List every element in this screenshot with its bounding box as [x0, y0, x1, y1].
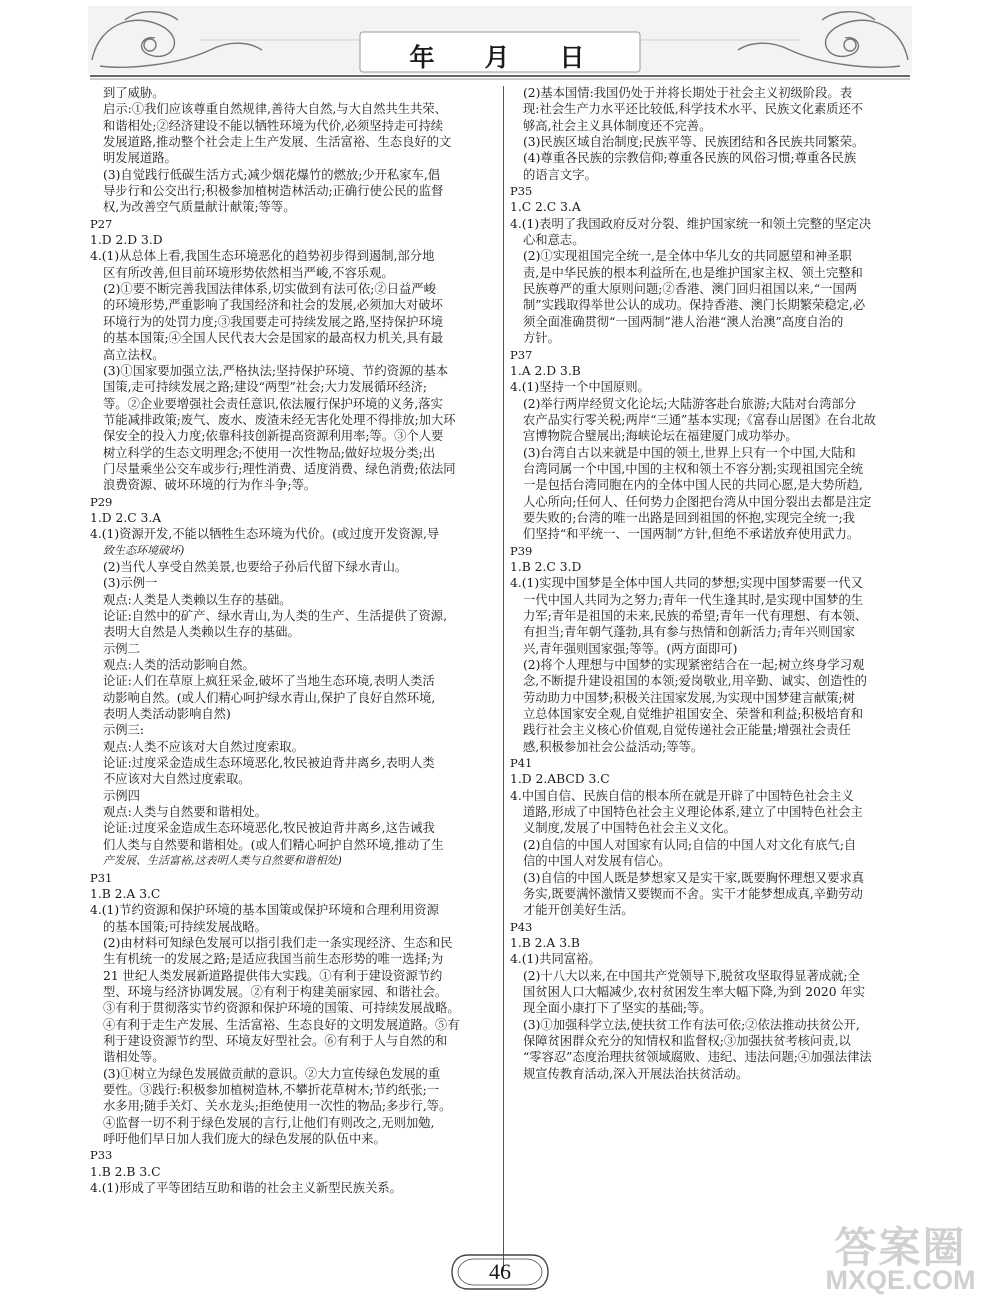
answer-line: 1.B 2.A 3.B: [510, 935, 580, 950]
answer-line: (3)台湾自古以来就是中国的领土,世界上只有一个中国,大陆和: [523, 445, 856, 460]
answer-line: 国贫困人口大幅减少,农村贫困发生率大幅下降,为到 2020 年实: [523, 984, 866, 999]
answer-line: ④有利于走生产发展、生活富裕、生态良好的文明发展道路。⑤有: [103, 1017, 460, 1032]
answer-line: 环境行为的处罚力度;③我国要走可持续发展之路,坚持保护环境: [103, 314, 444, 329]
section-page-ref: P37: [510, 347, 533, 362]
answer-line: 现:社会生产力水平还比较低,科学技术水平、民族文化素质还不: [523, 102, 864, 117]
answer-line: 示例二: [103, 641, 140, 656]
page-footer: [448, 1252, 552, 1292]
answer-line: 1.D 2.ABCD 3.C: [510, 772, 610, 787]
answer-line: 有担当;青年朝气蓬勃,具有参与热情和创新活力;青年兴则国家: [523, 625, 855, 640]
answer-line: 们人类与自然要和谐相处。(或人们精心呵护自然环境,推动了生: [103, 837, 444, 852]
answer-line: 要性。③践行:积极参加植树造林,不攀折花草树木;节约纸张;一: [103, 1082, 440, 1097]
answer-line: 劳动助力中国梦;积极关注国家发展,为实现中国梦建言献策;树: [523, 690, 855, 705]
answer-line: 和谐相处;②经济建设不能以牺牲环境为代价,必须坚持走可持续: [103, 118, 444, 133]
answer-line: 农产品实行零关税;两岸“三通”基本实现;《富春山居图》在台北故: [523, 412, 876, 427]
section-page-ref: P43: [510, 919, 533, 934]
answer-line: 启示:①我们应该尊重自然规律,善待大自然,与大自然共生共荣、: [103, 102, 447, 117]
answer-line: 论证:过度采金造成生态环境恶化,牧民被迫背井离乡,这告诫我: [103, 821, 435, 836]
answer-line: 4.(1)实现中国梦是全体中国人共同的梦想;实现中国梦需要一代又: [510, 576, 864, 591]
answer-line: 示例三:: [103, 723, 145, 738]
answer-line: 观点:人类是人类赖以生存的基础。: [103, 592, 292, 607]
answer-line: 论证:人们在草原上疯狂采金,破坏了当地生态环境,表明人类活: [103, 674, 435, 689]
answer-line: 4.(1)表明了我国政府反对分裂、维护国家统一和领土完整的坚定决: [510, 216, 872, 231]
watermark: [808, 1215, 993, 1303]
answer-line: “零容忍”态度治理扶贫领域腐败、违纪、违法问题;④加强法律法: [523, 1050, 872, 1065]
section-page-ref: P35: [510, 184, 533, 199]
answer-line: 不应该对大自然过度索取。: [103, 772, 251, 787]
answer-line: 践行社会主义核心价值观,自觉传递社会正能量;增强社会责任: [523, 723, 851, 738]
answer-line: ④监督一切不利于绿色发展的言行,让他们有则改之,无则加勉,: [103, 1115, 435, 1130]
answer-line: (4)尊重各民族的宗教信仰;尊重各民族的风俗习惯;尊重各民族: [523, 151, 857, 166]
column-divider: [503, 86, 504, 1271]
answer-line: 明发展道路。: [103, 151, 177, 166]
answer-line: 道路,形成了中国特色社会主义理论体系,建立了中国特色社会主: [523, 805, 863, 820]
watermark-logo-text: 答案圈: [834, 1223, 967, 1272]
answer-line: (3)示例一: [103, 576, 158, 591]
answer-line: (2)①要不断完善我国法律体系,切实做到有法可依;②日益严峻: [103, 282, 436, 297]
answer-line: 的环境形势,严重影响了我国经济和社会的发展,必须加大对破坏: [103, 298, 443, 313]
title-year: 年: [409, 43, 441, 72]
answer-line: (3)自觉践行低碳生活方式;减少烟花爆竹的燃放;少开私家车,倡: [103, 167, 441, 182]
answer-line: 谐相处等。: [103, 1050, 165, 1065]
answer-line: 现全面小康打下了坚实的基础;等。: [523, 1001, 712, 1016]
answer-line: 21 世纪人类发展新道路提供伟大实践。①有利于建设资源节约: [103, 968, 443, 983]
answer-line: 观点:人类的活动影响自然。: [103, 658, 255, 673]
section-page-ref: P27: [90, 216, 113, 231]
answer-line: (2)自信的中国人对国家有认同;自信的中国人对文化有底气;自: [523, 837, 857, 852]
answer-line: (2)十八大以来,在中国共产党领导下,脱贫攻坚取得显著成就;全: [523, 968, 860, 983]
answer-line: 力军;青年是祖国的未来,民族的希望;青年一代有理想、有本领、: [523, 609, 868, 623]
answer-line: 呼吁他们早日加人我们庞大的绿色发展的队伍中来。: [103, 1132, 386, 1146]
answer-line: (2)将个人理想与中国梦的实现紧密结合在一起;树立终身学习观: [523, 658, 865, 673]
answer-line: 动影响自然。(或人们精心呵护绿水青山,保护了良好自然环境,: [103, 690, 436, 705]
answer-line: 保障贫困群众充分的知情权和监督权;③加强扶贫考核问责,以: [523, 1033, 851, 1048]
answer-line: 表明大自然是人类赖以生存的基础。: [103, 625, 300, 640]
answer-line: 立总体国家安全观,自觉维护祖国安全、荣誉和利益;积极培育和: [523, 707, 864, 722]
answer-line: 1.B 2.B 3.C: [90, 1164, 161, 1179]
answer-line: 方针。: [523, 331, 560, 346]
page-title: [0, 38, 1000, 74]
right-column: [510, 85, 918, 1082]
answer-line: 致生态环境破坏): [103, 543, 185, 557]
answer-line: 观点:人类与自然要和谐相处。: [103, 805, 268, 820]
answer-line: (3)①国家要加强立法,严格执法;坚持保护环境、节约资源的基本: [103, 363, 449, 378]
answer-line: 1.D 2.D 3.D: [90, 233, 163, 248]
answer-line: 门尽量乘坐公交车或步行;理性消费、适度消费、绿色消费;依法同: [103, 461, 456, 476]
answer-line: ③有利于贯彻落实节约资源和保护环境的国策、可持续发展战略。: [103, 1001, 460, 1016]
answer-line: 发展道路,推动整个社会走上生产发展、生活富裕、生态良好的文: [103, 135, 452, 150]
section-page-ref: P29: [90, 494, 113, 509]
answer-line: 念,不断提升建设祖国的本领;爱岗敬业,用辛勤、诚实、创造性的: [523, 674, 867, 689]
answer-line: 产发展、生活富裕,这表明人类与自然要和谐相处): [103, 854, 342, 868]
answer-line: (2)基本国情:我国仍处于并将长期处于社会主义初级阶段。表: [523, 86, 852, 100]
answer-line: 导步行和公交出行;积极参加植树造林活动;正确行使公民的监督: [103, 184, 444, 199]
answer-line: 水多用;随手关灯、关水龙头;拒绝使用一次性的物品;多步行,等。: [103, 1099, 452, 1114]
answer-line: (2)①实现祖国完全统一,是全体中华儿女的共同愿望和神圣职: [523, 249, 852, 264]
answer-line: 示例四: [103, 788, 140, 803]
answer-line: 一代中国人共同为之努力;青年一代生逢其时,是实现中国梦的生: [523, 592, 864, 607]
answer-line: 感,积极参加社会公益活动;等等。: [523, 739, 704, 754]
answer-line: 观点:人类不应该对大自然过度索取。: [103, 739, 304, 754]
answer-line: 一是包括台湾同胞在内的全体中国人民的共同心愿,是大势所趋,: [523, 478, 863, 493]
answer-line: 要失败的;台湾的唯一出路是回到祖国的怀抱,实现完全统一;我: [523, 510, 855, 525]
answer-line: 树立科学的生态文明理念;不使用一次性物品;做好垃圾分类;出: [103, 445, 436, 460]
answer-line: 高立法权。: [103, 347, 165, 362]
answer-line: 的基本国策;可持续发展战略。: [103, 919, 268, 934]
title-month: 月: [484, 43, 516, 72]
answer-line: 制”实践取得举世公认的成功。保持香港、澳门长期繁荣稳定,必: [523, 298, 866, 313]
answer-line: 的基本国策;④全国人民代表大会是国家的最高权力机关,具有最: [103, 331, 444, 346]
answer-line: 4.(1)资源开发,不能以牺牲生态环境为代价。(或过度开发资源,导: [90, 527, 440, 542]
answer-line: 们坚持“和平统一、一国两制”方针,但绝不承诺放弃使用武力。: [523, 527, 860, 542]
answer-line: 责,是中华民族的根本利益所在,也是维护国家主权、领土完整和: [523, 265, 863, 280]
section-page-ref: P41: [510, 756, 533, 771]
answer-line: 义制度,发展了中国特色社会主义文化。: [523, 821, 736, 836]
answer-line: (3)①加强科学立法,使扶贫工作有法可依;②依法推动扶贫公开,: [523, 1017, 860, 1032]
answer-line: 生有机统一的发展之路;是适应我国当前生态形势的唯一选择;为: [103, 952, 444, 967]
answer-line: 规宣传教育活动,深入开展法治扶贫活动。: [523, 1066, 749, 1081]
answer-line: 利于建设资源节约型、环境友好型社会。⑥有利于人与自然的和: [103, 1033, 448, 1048]
answer-line: 1.B 2.A 3.C: [90, 886, 161, 901]
answer-line: 1.C 2.C 3.A: [510, 200, 581, 215]
answer-line: 人心所向;任何人、任何势力企图把台湾从中国分裂出去都是注定: [523, 494, 872, 509]
answer-line: 的语言文字。: [523, 167, 597, 182]
answer-line: 够高,社会主义具体制度还不完善。: [523, 118, 712, 133]
answer-line: 4.中国自信、民族自信的根本所在就是开辟了中国特色社会主义: [510, 788, 854, 803]
answer-line: 须全面准确贯彻“一国两制”港人治港“澳人治澳”高度自治的: [523, 314, 844, 329]
answer-line: (3)①树立为绿色发展做贡献的意识。②大力宣传绿色发展的重: [103, 1066, 441, 1081]
answer-line: 浪费资源、破坏环境的行为作斗争;等。: [103, 478, 317, 493]
answer-line: 兴,青年强则国家强;等等。(两方面即可): [523, 641, 738, 656]
answer-line: 心和意志。: [523, 233, 585, 248]
answer-line: 4.(1)从总体上看,我国生态环境恶化的趋势初步得到遏制,部分地: [90, 249, 435, 264]
answer-line: 型、环境与经济协调发展。②有利于构建美丽家园、和谐社会。: [103, 984, 448, 999]
answer-line: (3)自信的中国人既是梦想家又是实干家,既要胸怀理想又要求真: [523, 870, 865, 885]
answer-line: 国策,走可持续发展之路;建设“两型”社会;大力发展循环经济;: [103, 380, 428, 395]
answer-line: (2)由材料可知绿色发展可以指引我们走一条实现经济、生态和民: [103, 935, 453, 950]
answer-line: 1.A 2.D 3.B: [510, 363, 581, 378]
section-page-ref: P39: [510, 543, 533, 558]
answer-line: 宫博物院合璧展出;海峡论坛在福建厦门成功举办。: [523, 429, 798, 444]
answer-line: 保安全的投入力度;依靠科技创新提高资源利用率;等。③个人要: [103, 429, 444, 444]
left-column: [90, 85, 498, 1196]
answer-line: (3)民族区域自治制度;民族平等、民族团结和各民族共同繁荣。: [523, 135, 865, 150]
title-day: 日: [559, 43, 591, 72]
answer-line: 台湾同属一个中国,中国的主权和领土不容分割;实现祖国完全统: [523, 461, 864, 476]
answer-line: 节能减排政策;废气、废水、废渣未经无害化处理不得排放;加大环: [103, 412, 456, 427]
section-page-ref: P33: [90, 1148, 113, 1163]
answer-line: 才能开创美好生活。: [523, 903, 634, 918]
answer-line: 信的中国人对发展有信心。: [523, 854, 671, 869]
answer-line: (2)当代人享受自然美景,也要给子孙后代留下绿水青山。: [103, 559, 408, 574]
watermark-url-text: MXQE.COM: [825, 1265, 976, 1295]
answer-line: 4.(1)共同富裕。: [510, 952, 601, 967]
answer-line: 等。②企业要增强社会责任意识,依法履行保护环境的义务,落实: [103, 396, 443, 411]
answer-line: 务实,既要满怀激情又要锲而不舍。实干才能梦想成真,辛勤劳动: [523, 886, 863, 901]
answer-line: 4.(1)节约资源和保护环境的基本国策或保护环境和合理利用资源: [90, 903, 439, 918]
page-header: [0, 0, 1000, 82]
answer-line: 1.D 2.C 3.A: [90, 510, 162, 525]
page-number: 46: [489, 1259, 511, 1284]
answer-line: 到了威胁。: [103, 86, 165, 100]
section-page-ref: P31: [90, 870, 113, 885]
answer-line: 民族尊严的重大原则问题;②香港、澳门回归祖国以来,“一国两: [523, 282, 858, 297]
answer-line: 论证:过度采金造成生态环境恶化,牧民被迫背井离乡,表明人类: [103, 756, 435, 771]
answer-line: (2)举行两岸经贸文化论坛;大陆游客赴台旅游;大陆对台湾部分: [523, 396, 857, 411]
answer-line: 论证:自然中的矿产、绿水青山,为人类的生产、生活提供了资源,: [103, 609, 447, 623]
answer-line: 1.B 2.C 3.D: [510, 559, 582, 574]
answer-line: 权,为改善空气质量献计献策;等等。: [103, 200, 296, 215]
answer-line: 4.(1)形成了平等团结互助和谐的社会主义新型民族关系。: [90, 1181, 402, 1196]
answer-line: 4.(1)坚持一个中国原则。: [510, 380, 650, 395]
answer-line: 区有所改善,但目前环境形势依然相当严峻,不容乐观。: [103, 265, 394, 280]
answer-line: 表明人类活动影响自然): [103, 707, 231, 722]
